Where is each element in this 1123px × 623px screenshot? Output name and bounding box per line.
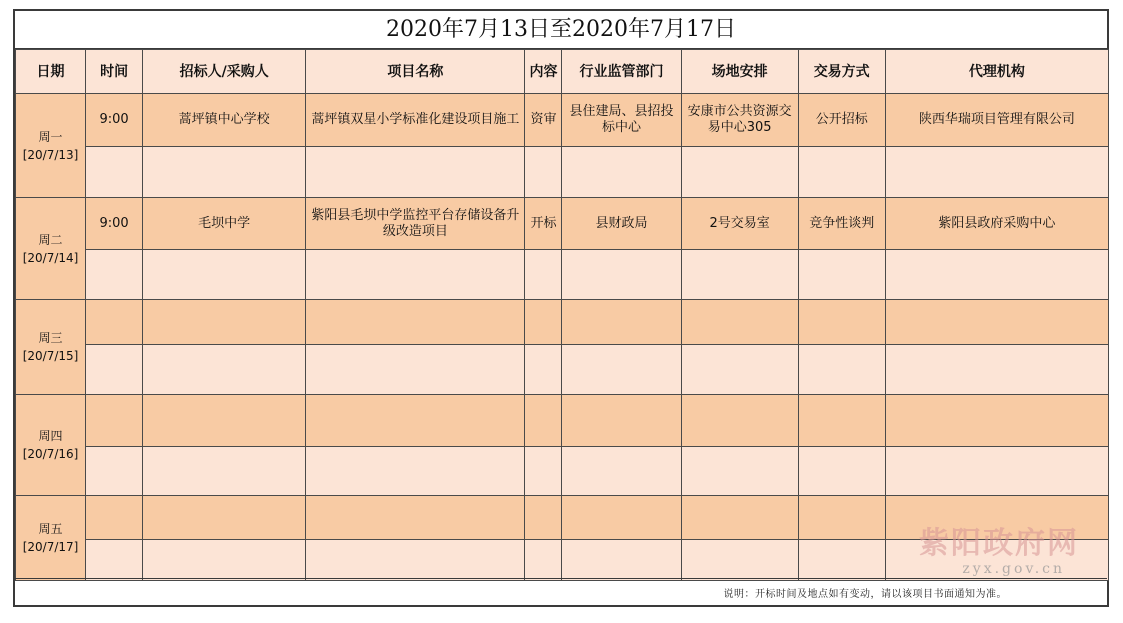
time-cell (86, 300, 143, 345)
regulator-cell (562, 395, 681, 447)
method-cell: 竞争性谈判 (798, 198, 885, 250)
table-row (16, 496, 1109, 540)
header-time: 时间 (86, 50, 143, 94)
schedule-sheet (13, 9, 1109, 607)
date-label: [20/7/13] (22, 147, 79, 162)
method-cell (798, 395, 885, 447)
header-date: 日期 (16, 50, 86, 94)
project-cell (306, 496, 525, 540)
method-cell (798, 496, 885, 540)
regulator-cell (562, 496, 681, 540)
time-cell: 9:00 (86, 94, 143, 147)
table-row (16, 250, 1109, 300)
watermark-url: zyx.gov.cn (962, 561, 1065, 577)
table-row (16, 395, 1109, 447)
footer-note-row (15, 578, 1107, 605)
date-label: [20/7/17] (22, 540, 79, 554)
purchaser-cell: 蒿坪镇中心学校 (143, 94, 306, 147)
page-title: 2020年7月13日至2020年7月17日 (15, 11, 1107, 49)
content-cell (525, 496, 562, 540)
date-label: [20/7/16] (22, 447, 79, 461)
table-row (16, 345, 1109, 395)
agency-cell (885, 496, 1108, 540)
venue-cell (681, 496, 798, 540)
venue-cell: 安康市公共资源交易中心305 (681, 94, 798, 147)
content-cell: 资审 (525, 94, 562, 147)
agency-cell (885, 395, 1108, 447)
footer-note: 说明：开标时间及地点如有变动，请以该项目书面通知为准。 (723, 589, 1007, 600)
header-purchaser: 招标人/采购人 (143, 50, 306, 94)
venue-cell (681, 300, 798, 345)
date-cell (16, 198, 86, 300)
method-cell: 公开招标 (798, 94, 885, 147)
date-cell (16, 496, 86, 581)
regulator-cell: 县财政局 (562, 198, 681, 250)
table-row (16, 147, 1109, 198)
project-cell (306, 300, 525, 345)
schedule-table (15, 49, 1109, 581)
date-cell (16, 300, 86, 395)
project-cell: 紫阳县毛坝中学监控平台存储设备升级改造项目 (306, 198, 525, 250)
agency-cell: 陕西华瑞项目管理有限公司 (885, 94, 1108, 147)
date-label: [20/7/15] (22, 349, 79, 363)
date-cell (16, 395, 86, 496)
content-cell: 开标 (525, 198, 562, 250)
day-label: 周二 (38, 232, 63, 247)
regulator-cell: 县住建局、县招投标中心 (562, 94, 681, 147)
agency-cell: 紫阳县政府采购中心 (885, 198, 1108, 250)
header-venue: 场地安排 (681, 50, 798, 94)
purchaser-cell (143, 496, 306, 540)
date-label: [20/7/14] (22, 250, 79, 265)
header-project: 项目名称 (306, 50, 525, 94)
watermark-name: 紫阳政府网 (919, 526, 1079, 561)
time-cell (86, 395, 143, 447)
content-cell (525, 395, 562, 447)
regulator-cell (562, 300, 681, 345)
content-cell (525, 300, 562, 345)
header-agency: 代理机构 (885, 50, 1108, 94)
time-cell: 9:00 (86, 198, 143, 250)
table-row (16, 300, 1109, 345)
agency-cell (885, 300, 1108, 345)
project-cell: 蒿坪镇双星小学标准化建设项目施工 (306, 94, 525, 147)
day-label: 周三 (38, 331, 63, 345)
day-label: 周四 (38, 429, 63, 443)
date-cell (16, 94, 86, 198)
table-row (16, 94, 1109, 147)
header-regulator: 行业监管部门 (562, 50, 681, 94)
header-content: 内容 (525, 50, 562, 94)
purchaser-cell (143, 300, 306, 345)
table-row (16, 540, 1109, 581)
time-cell (86, 496, 143, 540)
header-row (16, 50, 1109, 94)
day-label: 周五 (38, 522, 63, 536)
project-cell (306, 395, 525, 447)
day-label: 周一 (38, 129, 63, 144)
purchaser-cell (143, 395, 306, 447)
table-row (16, 447, 1109, 496)
table-row (16, 198, 1109, 250)
method-cell (798, 300, 885, 345)
header-method: 交易方式 (798, 50, 885, 94)
purchaser-cell: 毛坝中学 (143, 198, 306, 250)
venue-cell (681, 395, 798, 447)
venue-cell: 2号交易室 (681, 198, 798, 250)
